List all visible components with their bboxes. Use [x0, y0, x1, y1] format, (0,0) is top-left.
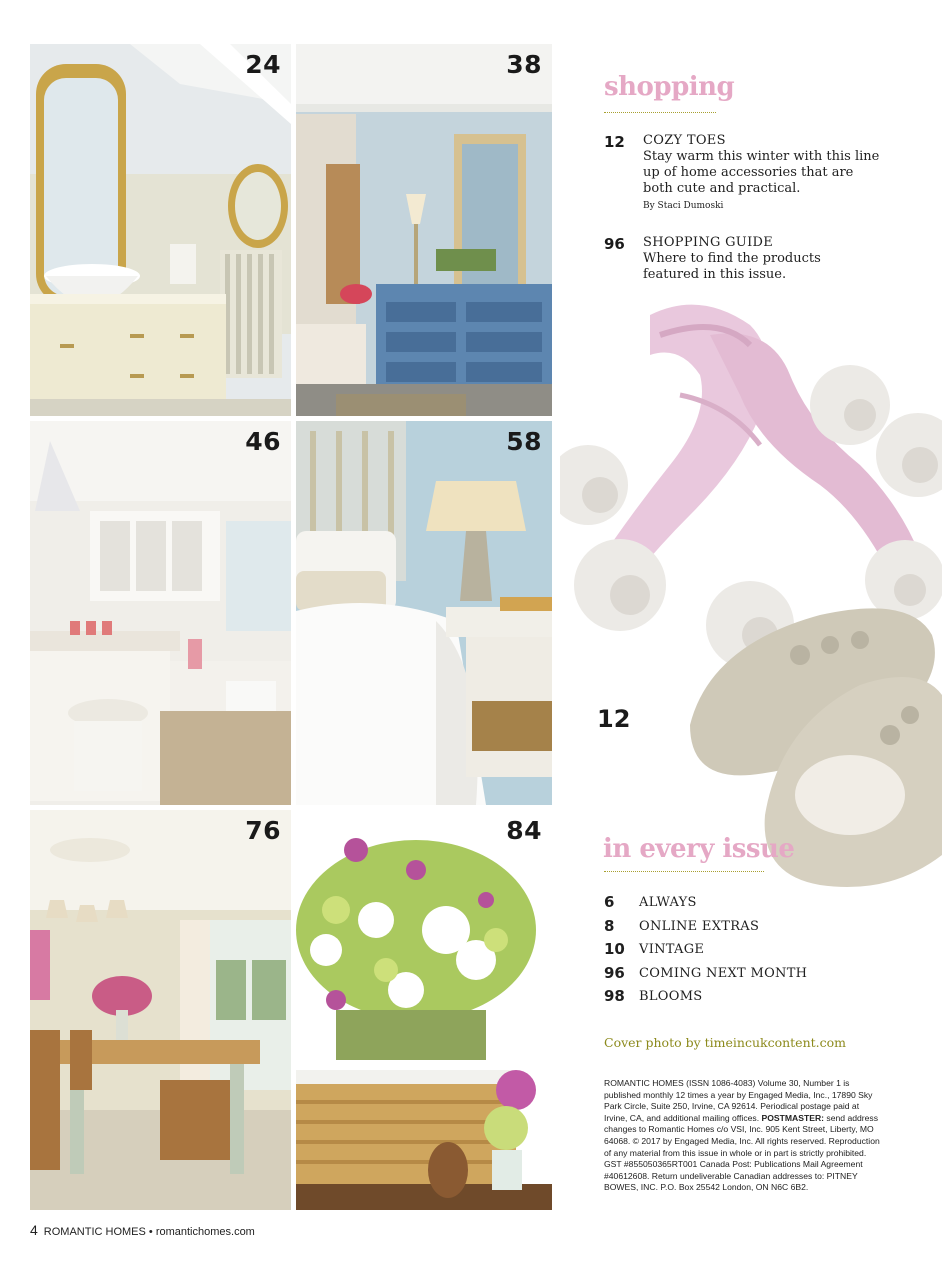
page-footer	[30, 1222, 255, 1238]
toc-title: COMING NEXT MONTH	[639, 965, 808, 981]
toc-entry[interactable]	[604, 987, 904, 1011]
toc-description: Stay warm this winter with this line up of home accessories that are both cute and practical.	[643, 149, 880, 196]
heading-rule	[604, 871, 764, 872]
toc-entry[interactable]	[604, 893, 904, 917]
photo-dining-room	[30, 810, 291, 1210]
folio-text: ROMANTIC HOMES • romantichomes.com	[43, 1226, 255, 1238]
toc-page-number: 10	[604, 940, 625, 958]
toc-title: BLOOMS	[639, 989, 703, 1004]
page-number: 38	[506, 50, 542, 79]
toc-page-number: 8	[604, 916, 615, 935]
toc-entry[interactable]	[604, 940, 904, 964]
photo-flowers-basket	[296, 810, 552, 1210]
page-number: 46	[245, 427, 281, 456]
photo-bathroom-vanity	[30, 44, 291, 416]
toc-page-number: 96	[604, 235, 625, 253]
toc-entry[interactable]	[604, 917, 904, 941]
toc-byline: By Staci Dumoski	[643, 201, 724, 211]
toc-title: ONLINE EXTRAS	[639, 918, 760, 934]
section-heading-every-issue: in every issue	[603, 834, 795, 864]
toc-page-number: 6	[604, 893, 615, 911]
photo-white-kitchen	[30, 421, 291, 805]
masthead-postmaster: POSTMASTER:	[761, 1112, 825, 1123]
page-number: 84	[506, 816, 542, 845]
toc-page-number: 96	[604, 963, 625, 982]
folio-page-number: 4	[30, 1222, 38, 1238]
toc-page-number: 12	[604, 133, 625, 151]
photo-scarf-and-slippers	[560, 295, 942, 895]
toc-title: ALWAYS	[639, 895, 697, 910]
toc-title: VINTAGE	[639, 942, 705, 957]
photo-bedroom-nightstand	[296, 421, 552, 805]
section-heading-shopping: shopping	[604, 72, 735, 102]
page-number: 58	[506, 427, 542, 456]
photo-blue-dresser	[296, 44, 552, 416]
page-number: 24	[245, 50, 281, 79]
masthead-text: ROMANTIC HOMES (ISSN 1086-4083) Volume 30, Number 1 is published monthly 12 times a year by Engaged Media, Inc., 17890 Sky Park Circle, Suite 250, Irvine, CA 92614. Periodical postage paid at Irvine, CA, and additional mailing offices.	[604, 1078, 873, 1123]
every-issue-list	[604, 893, 904, 1011]
masthead-text: send address changes to Romantic Homes c/o VSI, Inc. 905 Kent Street, Liberty, MO 64068. © 2017 by Engaged Media, Inc. All rights reserved. Reproduction of any material from this issue in whole or in part is strictly prohibited. GST #855050365RT001 Canada Post: Publications Mail Agreement #40612608. Return undeliverable Canadian addresses to: PITNEY BOWES, INC. P.O. Box 25542 London, ON N6C 6B2.	[604, 1112, 880, 1193]
toc-title: SHOPPING GUIDE	[643, 235, 774, 250]
toc-title: COZY TOES	[643, 133, 726, 148]
feature-page-number: 12	[597, 705, 631, 733]
cover-photo-credit: Cover photo by timeincukcontent.com	[604, 1035, 847, 1050]
page-number: 76	[245, 816, 281, 845]
toc-entry[interactable]	[604, 964, 904, 988]
toc-description: Where to find the products featured in this issue.	[643, 251, 821, 282]
heading-rule	[604, 112, 716, 113]
publication-masthead	[604, 1078, 884, 1194]
toc-page-number: 98	[604, 987, 625, 1005]
